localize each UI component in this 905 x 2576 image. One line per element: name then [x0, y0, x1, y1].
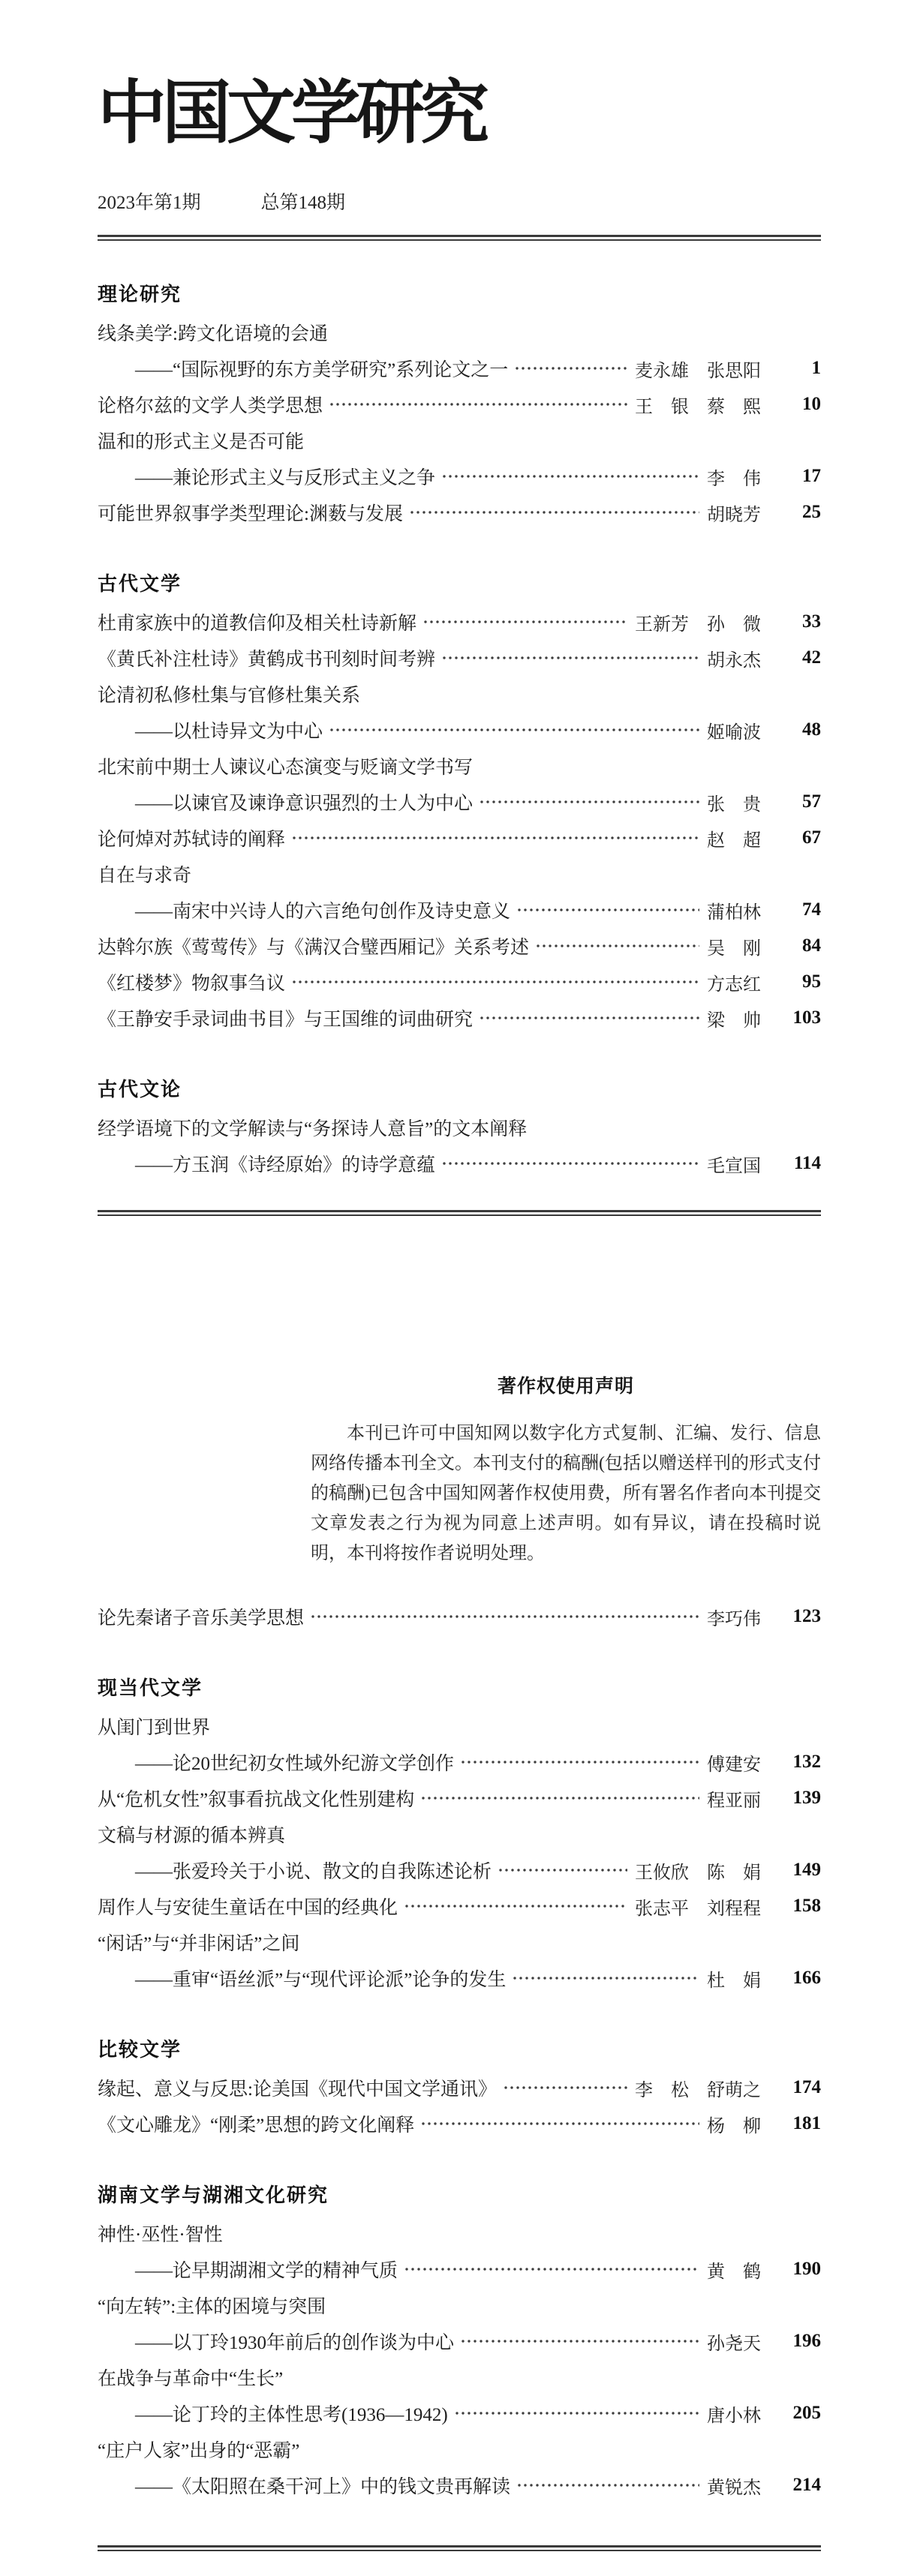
article-page: 74 — [802, 899, 821, 920]
article-title: 《王静安手录词曲书目》与王国维的词曲研究 — [98, 1010, 474, 1030]
dot-leader — [479, 1000, 699, 1036]
article-page: 139 — [792, 1788, 821, 1808]
article-title: 神性·巫性·智性 — [98, 2225, 223, 2245]
article-page: 214 — [792, 2475, 821, 2495]
article-title: “庄户人家”出身的“恶霸” — [98, 2441, 300, 2461]
section-header: 湖南文学与湖湘文化研究 — [98, 2184, 329, 2206]
dot-leader — [329, 712, 699, 748]
dot-leader — [460, 1744, 699, 1780]
article-line — [98, 928, 821, 964]
section-header: 比较文学 — [98, 2038, 182, 2061]
article-subtitle: ——论丁玲的主体性思考(1936—1942) — [135, 2405, 448, 2425]
article-line — [98, 1109, 821, 1145]
article-authors: 王攸欣 陈 娟 — [635, 1863, 761, 1883]
article-authors: 胡晓芳 — [707, 505, 761, 525]
article-title: 杜甫家族中的道教信仰及相关杜诗新解 — [98, 614, 417, 634]
toc-article — [98, 676, 821, 748]
article-authors: 梁 帅 — [707, 1010, 761, 1031]
article-authors: 李 松 舒萌之 — [635, 2080, 761, 2100]
article-title: “向左转”:主体的困境与突围 — [98, 2297, 326, 2317]
article-subtitle: ——南宋中兴诗人的六言绝句创作及诗史意义 — [135, 902, 511, 922]
article-authors: 吴 刚 — [707, 938, 761, 959]
article-authors: 王 银 蔡 熙 — [635, 397, 761, 417]
article-authors: 张 贵 — [707, 794, 761, 815]
article-page: 95 — [802, 971, 821, 992]
dot-leader — [479, 784, 699, 820]
article-authors: 傅建安 — [707, 1755, 761, 1775]
toc-article — [98, 1000, 821, 1036]
toc-article — [98, 748, 821, 820]
article-authors: 程亚丽 — [707, 1791, 761, 1811]
section-header: 理论研究 — [98, 283, 182, 305]
article-title: 《黄氏补注杜诗》黄鹤成书刊刻时间考辨 — [98, 650, 436, 670]
article-subtitle: ——张爱玲关于小说、散文的自我陈述论析 — [135, 1862, 492, 1882]
article-line — [98, 820, 821, 856]
article-page: 42 — [802, 647, 821, 668]
toc-article — [98, 2431, 821, 2503]
article-line — [98, 748, 821, 784]
article-line — [98, 2467, 821, 2503]
article-line — [98, 1744, 821, 1780]
article-line — [98, 1924, 821, 1960]
article-subtitle: ——“国际视野的东方美学研究”系列论文之一 — [135, 360, 509, 380]
article-subtitle: ——论早期湖湘文学的精神气质 — [135, 2261, 398, 2281]
article-title: 在战争与革命中“生长” — [98, 2369, 284, 2389]
toc-article — [98, 2215, 821, 2287]
table-of-contents — [98, 281, 821, 2551]
article-authors: 杨 柳 — [707, 2116, 761, 2136]
article-page: 181 — [792, 2113, 821, 2133]
article-line — [98, 2359, 821, 2395]
article-title: 《文心雕龙》“刚柔”思想的跨文化阐释 — [98, 2115, 415, 2136]
article-page: 57 — [802, 791, 821, 812]
volume-number: 总第148期 — [260, 193, 346, 213]
article-line — [98, 964, 821, 1000]
toc-article — [98, 928, 821, 964]
copyright-notice — [311, 1374, 821, 1569]
article-line — [98, 1960, 821, 1996]
article-page: 17 — [802, 466, 821, 486]
toc-article — [98, 494, 821, 530]
dot-leader — [310, 1599, 699, 1635]
dot-leader — [441, 640, 699, 676]
dot-leader — [291, 964, 699, 1000]
issue-number: 2023年第1期 — [98, 193, 201, 213]
article-authors: 李巧伟 — [707, 1609, 761, 1629]
article-line — [98, 494, 821, 530]
article-page: 190 — [792, 2259, 821, 2279]
toc-article — [98, 1924, 821, 1996]
article-line — [98, 604, 821, 640]
article-title: 论格尔兹的文学人类学思想 — [98, 396, 323, 416]
article-page: 174 — [792, 2077, 821, 2097]
dot-leader — [404, 1888, 627, 1924]
article-line — [98, 1852, 821, 1888]
dot-leader — [514, 350, 627, 386]
article-line — [98, 1780, 821, 1816]
article-page: 166 — [792, 1968, 821, 1988]
toc-article — [98, 964, 821, 1000]
dot-leader — [441, 458, 699, 494]
article-authors: 王新芳 孙 微 — [635, 614, 761, 635]
dot-leader — [404, 2251, 699, 2287]
article-title: 经学语境下的文学解读与“务探诗人意旨”的文本阐释 — [98, 1119, 528, 1139]
article-authors: 毛宣国 — [707, 1156, 761, 1176]
toc-article — [98, 1708, 821, 1780]
toc-article — [98, 386, 821, 422]
toc-article — [98, 2359, 821, 2431]
article-page: 196 — [792, 2331, 821, 2351]
article-authors: 黄锐杰 — [707, 2478, 761, 2498]
dot-leader — [498, 1852, 627, 1888]
article-line — [98, 1000, 821, 1036]
article-line — [98, 1145, 821, 1181]
article-page: 103 — [792, 1007, 821, 1028]
article-authors: 麦永雄 张思阳 — [635, 361, 761, 381]
article-authors: 赵 超 — [707, 830, 761, 851]
article-authors: 唐小林 — [707, 2406, 761, 2426]
article-line — [98, 422, 821, 458]
article-title: 可能世界叙事学类型理论:渊薮与发展 — [98, 504, 403, 524]
article-authors: 张志平 刘程程 — [635, 1899, 761, 1919]
dot-leader — [409, 494, 699, 530]
toc-article — [98, 1816, 821, 1888]
article-authors: 方志红 — [707, 974, 761, 995]
divider-rule — [98, 2545, 821, 2551]
dot-leader — [512, 1960, 699, 1996]
article-subtitle: ——方玉润《诗经原始》的诗学意蕴 — [135, 1155, 436, 1175]
article-subtitle: ——以丁玲1930年前后的创作谈为中心 — [135, 2333, 455, 2353]
article-title: 论何焯对苏轼诗的阐释 — [98, 830, 286, 850]
toc-article — [98, 820, 821, 856]
article-line — [98, 712, 821, 748]
article-title: 温和的形式主义是否可能 — [98, 432, 305, 452]
issue-line — [98, 191, 821, 215]
article-line — [98, 856, 821, 892]
copyright-notice-title: 著作权使用声明 — [497, 1376, 634, 1397]
toc-article — [98, 1109, 821, 1181]
article-subtitle: ——《太阳照在桑干河上》中的钱文贵再解读 — [135, 2477, 511, 2497]
journal-title: 中国文学研究 — [98, 72, 486, 153]
article-subtitle: ——重审“语丝派”与“现代评论派”论争的发生 — [135, 1970, 507, 1990]
article-line — [98, 640, 821, 676]
journal-header — [98, 53, 821, 215]
article-line — [98, 2287, 821, 2323]
article-page: 84 — [802, 935, 821, 956]
article-subtitle: ——论20世纪初女性域外纪游文学创作 — [135, 1754, 455, 1774]
toc-article — [98, 2287, 821, 2359]
dot-leader — [516, 892, 699, 928]
article-line — [98, 2395, 821, 2431]
article-page: 114 — [793, 1153, 821, 1173]
article-page: 10 — [802, 394, 821, 414]
dot-leader — [535, 928, 699, 964]
article-title: 达斡尔族《莺莺传》与《满汉合璧西厢记》关系考述 — [98, 938, 530, 958]
article-page: 132 — [792, 1752, 821, 1772]
article-line — [98, 458, 821, 494]
article-line — [98, 2323, 821, 2359]
article-page: 48 — [802, 719, 821, 740]
dot-leader — [503, 2070, 627, 2106]
article-line — [98, 1888, 821, 1924]
article-page: 123 — [792, 1606, 821, 1626]
article-page: 149 — [792, 1860, 821, 1880]
article-line — [98, 350, 821, 386]
article-title: 缘起、意义与反思:论美国《现代中国文学通讯》 — [98, 2079, 497, 2100]
article-line — [98, 2251, 821, 2287]
article-line — [98, 2215, 821, 2251]
toc-article — [98, 314, 821, 386]
article-page: 205 — [792, 2403, 821, 2423]
article-line — [98, 892, 821, 928]
section-header: 古代文学 — [98, 572, 182, 595]
article-authors: 姬喻波 — [707, 722, 761, 743]
article-line — [98, 1708, 821, 1744]
article-title: “闲话”与“并非闲话”之间 — [98, 1934, 300, 1954]
article-title: 《红楼梦》物叙事刍议 — [98, 974, 286, 994]
section-header: 古代文论 — [98, 1078, 182, 1100]
article-title: 论清初私修杜集与官修杜集关系 — [98, 686, 361, 706]
dot-leader — [422, 604, 627, 640]
divider-rule — [98, 1210, 821, 1216]
dot-leader — [460, 2323, 699, 2359]
article-line — [98, 2070, 821, 2106]
article-authors: 胡永杰 — [707, 650, 761, 671]
article-title: 从“危机女性”叙事看抗战文化性别建构 — [98, 1790, 415, 1810]
toc-article — [98, 1599, 821, 1635]
section-header: 现当代文学 — [98, 1677, 203, 1699]
toc-article — [98, 1780, 821, 1816]
article-authors: 杜 娟 — [707, 1971, 761, 1991]
article-title: 论先秦诸子音乐美学思想 — [98, 1608, 305, 1629]
article-page: 1 — [811, 358, 821, 378]
article-page: 158 — [792, 1896, 821, 1916]
article-title: 北宋前中期士人谏议心态演变与贬谪文学书写 — [98, 758, 474, 778]
article-page: 25 — [802, 502, 821, 522]
dot-leader — [454, 2395, 699, 2431]
article-line — [98, 676, 821, 712]
article-title: 自在与求奇 — [98, 866, 192, 886]
dot-leader — [291, 820, 699, 856]
article-line — [98, 1599, 821, 1635]
dot-leader — [441, 1145, 699, 1181]
article-title: 从闺门到世界 — [98, 1718, 211, 1738]
article-line — [98, 1816, 821, 1852]
article-line — [98, 2431, 821, 2467]
article-line — [98, 314, 821, 350]
article-title: 周作人与安徒生童话在中国的经典化 — [98, 1898, 398, 1918]
toc-article — [98, 1888, 821, 1924]
dot-leader — [420, 1780, 699, 1816]
toc-article — [98, 604, 821, 640]
article-subtitle: ——以谏官及谏诤意识强烈的士人为中心 — [135, 794, 474, 814]
article-line — [98, 2106, 821, 2142]
article-line — [98, 784, 821, 820]
header-divider-rule — [98, 235, 821, 241]
article-authors: 蒲柏林 — [707, 902, 761, 923]
article-authors: 李 伟 — [707, 469, 761, 489]
article-page: 33 — [802, 611, 821, 632]
dot-leader — [329, 386, 627, 422]
dot-leader — [420, 2106, 699, 2142]
article-title: 线条美学:跨文化语境的会通 — [98, 324, 328, 344]
toc-article — [98, 856, 821, 928]
article-subtitle: ——以杜诗异文为中心 — [135, 722, 323, 742]
article-subtitle: ——兼论形式主义与反形式主义之争 — [135, 468, 436, 488]
article-authors: 黄 鹤 — [707, 2262, 761, 2282]
toc-article — [98, 640, 821, 676]
article-authors: 孙尧天 — [707, 2334, 761, 2354]
toc-article — [98, 2106, 821, 2142]
toc-article — [98, 2070, 821, 2106]
article-page: 67 — [802, 827, 821, 848]
article-line — [98, 386, 821, 422]
copyright-notice-body: 本刊已许可中国知网以数字化方式复制、汇编、发行、信息网络传播本刊全文。本刊支付的稿酬(包括以赠送样刊的形式支付的稿酬)已包含中国知网著作权使用费，所有署名作者向本刊提交文章发表之行为视为同意上述声明。如有异议，请在投稿时说明，本刊将按作者说明处理。 — [311, 1424, 821, 1563]
toc-article — [98, 422, 821, 494]
dot-leader — [516, 2467, 699, 2503]
article-title: 文稿与材源的循本辨真 — [98, 1826, 286, 1846]
